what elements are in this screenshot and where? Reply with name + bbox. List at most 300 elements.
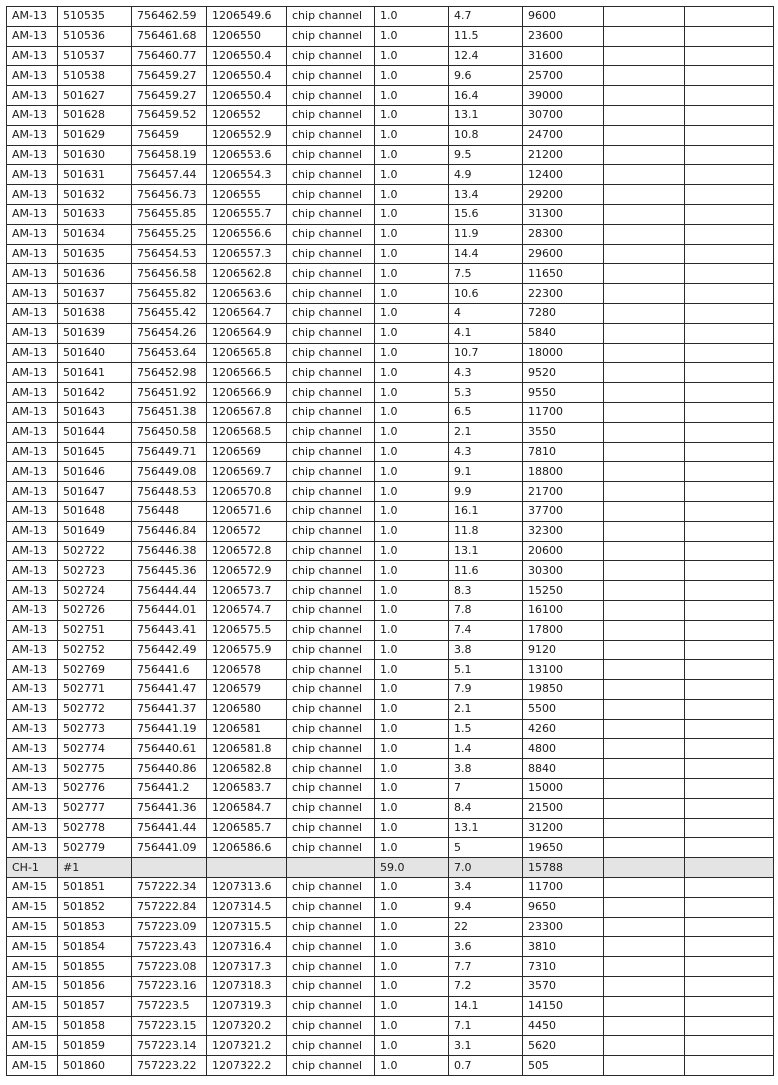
table-row — [7, 977, 774, 997]
table-cell: chip channel — [287, 204, 375, 224]
table-cell: 501641 — [58, 363, 132, 383]
table-cell: 501857 — [58, 996, 132, 1016]
table-cell — [685, 1016, 774, 1036]
table-cell: 757223.22 — [132, 1056, 207, 1076]
table-cell: 12.4 — [449, 46, 523, 66]
table-cell: 756440.86 — [132, 759, 207, 779]
table-cell: 1.0 — [375, 957, 449, 977]
table-row — [7, 7, 774, 27]
table-cell: 502773 — [58, 719, 132, 739]
table-cell: 4.9 — [449, 165, 523, 185]
table-cell: AM-13 — [7, 264, 58, 284]
table-cell: 1.0 — [375, 759, 449, 779]
table-cell: 756459.52 — [132, 105, 207, 125]
table-cell: 756445.36 — [132, 561, 207, 581]
table-cell: AM-13 — [7, 343, 58, 363]
table-cell: 501648 — [58, 501, 132, 521]
table-cell: AM-15 — [7, 977, 58, 997]
table-cell: chip channel — [287, 86, 375, 106]
table-row — [7, 897, 774, 917]
table-cell — [604, 996, 685, 1016]
table-cell — [604, 759, 685, 779]
table-cell: 1.0 — [375, 917, 449, 937]
table-cell: 501630 — [58, 145, 132, 165]
table-cell — [685, 125, 774, 145]
table-cell — [685, 383, 774, 403]
table-cell: AM-15 — [7, 1036, 58, 1056]
table-cell: 1.4 — [449, 739, 523, 759]
table-cell: 21700 — [523, 482, 604, 502]
table-row — [7, 284, 774, 304]
table-cell: AM-13 — [7, 501, 58, 521]
table-cell: 1.0 — [375, 86, 449, 106]
table-cell: 1.0 — [375, 798, 449, 818]
table-cell — [685, 640, 774, 660]
table-cell: 757222.84 — [132, 897, 207, 917]
table-cell: 1206578 — [207, 660, 287, 680]
table-cell: 1206575.5 — [207, 620, 287, 640]
table-cell: 15.6 — [449, 204, 523, 224]
table-cell — [604, 66, 685, 86]
table-row — [7, 581, 774, 601]
table-cell — [685, 165, 774, 185]
table-cell — [604, 838, 685, 858]
table-cell: 502776 — [58, 779, 132, 799]
table-row — [7, 303, 774, 323]
table-cell — [685, 1036, 774, 1056]
table-cell: chip channel — [287, 501, 375, 521]
table-cell: 1206556.6 — [207, 224, 287, 244]
table-cell: 502724 — [58, 581, 132, 601]
table-cell: 2.1 — [449, 422, 523, 442]
table-cell: chip channel — [287, 303, 375, 323]
table-cell: 3.4 — [449, 878, 523, 898]
table-cell — [685, 541, 774, 561]
table-cell: 1206554.3 — [207, 165, 287, 185]
table-cell: 501644 — [58, 422, 132, 442]
table-cell: 4 — [449, 303, 523, 323]
table-cell: 8840 — [523, 759, 604, 779]
table-cell: 1206562.8 — [207, 264, 287, 284]
table-row — [7, 185, 774, 205]
table-cell: 756441.2 — [132, 779, 207, 799]
table-cell: chip channel — [287, 660, 375, 680]
table-row — [7, 105, 774, 125]
table-row — [7, 482, 774, 502]
table-cell: 1206572 — [207, 521, 287, 541]
table-cell: chip channel — [287, 264, 375, 284]
table-cell: 1.0 — [375, 105, 449, 125]
table-cell: 756441.36 — [132, 798, 207, 818]
table-cell: 1206574.7 — [207, 600, 287, 620]
table-cell: 9120 — [523, 640, 604, 660]
table-cell — [207, 858, 287, 878]
table-cell: 1.0 — [375, 897, 449, 917]
table-cell — [604, 46, 685, 66]
table-cell — [685, 442, 774, 462]
table-cell: 756456.58 — [132, 264, 207, 284]
table-cell: chip channel — [287, 224, 375, 244]
table-cell: chip channel — [287, 422, 375, 442]
table-cell: 501631 — [58, 165, 132, 185]
table-cell: chip channel — [287, 600, 375, 620]
table-cell: 756450.58 — [132, 422, 207, 442]
table-cell: AM-13 — [7, 541, 58, 561]
table-cell: AM-13 — [7, 303, 58, 323]
table-cell — [685, 224, 774, 244]
table-cell: 30300 — [523, 561, 604, 581]
table-cell: AM-13 — [7, 422, 58, 442]
table-row — [7, 917, 774, 937]
table-cell: 756455.82 — [132, 284, 207, 304]
table-cell: chip channel — [287, 818, 375, 838]
table-cell: 4450 — [523, 1016, 604, 1036]
table-row — [7, 1056, 774, 1076]
table-cell: 756455.25 — [132, 224, 207, 244]
table-cell: 756443.41 — [132, 620, 207, 640]
table-cell: AM-13 — [7, 680, 58, 700]
table-cell — [685, 343, 774, 363]
table-cell: 756449.71 — [132, 442, 207, 462]
table-cell: AM-13 — [7, 521, 58, 541]
table-row — [7, 501, 774, 521]
table-row — [7, 680, 774, 700]
table-cell: 37700 — [523, 501, 604, 521]
table-cell: 1.0 — [375, 323, 449, 343]
table-cell: 9.9 — [449, 482, 523, 502]
table-cell: 501853 — [58, 917, 132, 937]
table-cell — [604, 680, 685, 700]
table-cell: 1.0 — [375, 264, 449, 284]
table-cell: 31300 — [523, 204, 604, 224]
table-cell — [685, 739, 774, 759]
table-cell: 1206567.8 — [207, 402, 287, 422]
table-cell: 1.0 — [375, 343, 449, 363]
table-cell — [685, 660, 774, 680]
table-cell: 757223.5 — [132, 996, 207, 1016]
table-cell: 3570 — [523, 977, 604, 997]
table-cell: 501851 — [58, 878, 132, 898]
table-cell: 23600 — [523, 26, 604, 46]
table-cell: 25700 — [523, 66, 604, 86]
table-cell: 9520 — [523, 363, 604, 383]
table-cell: 756451.38 — [132, 402, 207, 422]
table-cell: 16.4 — [449, 86, 523, 106]
table-row — [7, 165, 774, 185]
table-cell: 501640 — [58, 343, 132, 363]
table-cell: 1206568.5 — [207, 422, 287, 442]
table-cell: AM-13 — [7, 640, 58, 660]
table-cell — [604, 937, 685, 957]
table-cell: 501629 — [58, 125, 132, 145]
table-cell: 6.5 — [449, 402, 523, 422]
table-cell: 9600 — [523, 7, 604, 27]
table-cell: 13.4 — [449, 185, 523, 205]
table-cell: chip channel — [287, 759, 375, 779]
table-cell: 13.1 — [449, 105, 523, 125]
table-cell: 13.1 — [449, 818, 523, 838]
table-cell — [685, 363, 774, 383]
table-cell — [604, 343, 685, 363]
table-cell: chip channel — [287, 878, 375, 898]
table-cell: chip channel — [287, 323, 375, 343]
table-cell: AM-13 — [7, 482, 58, 502]
table-row — [7, 779, 774, 799]
table-cell: chip channel — [287, 383, 375, 403]
table-cell: 1207322.2 — [207, 1056, 287, 1076]
table-cell: AM-13 — [7, 719, 58, 739]
table-cell — [604, 620, 685, 640]
table-cell: 15000 — [523, 779, 604, 799]
table-cell: AM-13 — [7, 105, 58, 125]
table-cell: 756448 — [132, 501, 207, 521]
table-row — [7, 937, 774, 957]
table-row — [7, 759, 774, 779]
table-cell: 756454.26 — [132, 323, 207, 343]
table-cell: 9.5 — [449, 145, 523, 165]
table-cell: 1206579 — [207, 680, 287, 700]
table-cell: 14150 — [523, 996, 604, 1016]
table-body — [7, 7, 774, 1076]
table-cell: 756459 — [132, 125, 207, 145]
table-cell: 7 — [449, 779, 523, 799]
table-cell: 1206563.6 — [207, 284, 287, 304]
table-cell: 1206582.8 — [207, 759, 287, 779]
table-cell — [604, 779, 685, 799]
table-cell: 11.6 — [449, 561, 523, 581]
table-cell: 1206570.8 — [207, 482, 287, 502]
table-cell: 502726 — [58, 600, 132, 620]
table-cell: 1206550.4 — [207, 86, 287, 106]
table-cell: 7.8 — [449, 600, 523, 620]
table-cell: chip channel — [287, 26, 375, 46]
table-cell — [604, 561, 685, 581]
table-cell — [604, 244, 685, 264]
table-cell: chip channel — [287, 46, 375, 66]
table-cell: 1206571.6 — [207, 501, 287, 521]
table-cell — [685, 818, 774, 838]
table-cell — [604, 303, 685, 323]
table-cell: 1206585.7 — [207, 818, 287, 838]
table-cell: AM-13 — [7, 759, 58, 779]
table-row — [7, 383, 774, 403]
table-cell — [685, 323, 774, 343]
table-cell: chip channel — [287, 125, 375, 145]
table-cell — [604, 125, 685, 145]
table-cell: 1.0 — [375, 303, 449, 323]
table-cell: 757223.16 — [132, 977, 207, 997]
table-cell: 1206566.5 — [207, 363, 287, 383]
table-cell: 757223.08 — [132, 957, 207, 977]
table-cell: chip channel — [287, 897, 375, 917]
table-cell — [604, 482, 685, 502]
table-cell: 756448.53 — [132, 482, 207, 502]
table-cell — [685, 7, 774, 27]
table-cell: AM-15 — [7, 897, 58, 917]
table-cell: 756440.61 — [132, 739, 207, 759]
table-cell: 1207314.5 — [207, 897, 287, 917]
table-cell: 501632 — [58, 185, 132, 205]
table-cell: 21200 — [523, 145, 604, 165]
table-cell: 1206581.8 — [207, 739, 287, 759]
table-cell: 1.0 — [375, 402, 449, 422]
table-cell: 1.0 — [375, 363, 449, 383]
table-row — [7, 462, 774, 482]
table-cell: chip channel — [287, 244, 375, 264]
table-cell: chip channel — [287, 145, 375, 165]
table-cell: 1206564.7 — [207, 303, 287, 323]
table-row — [7, 125, 774, 145]
table-cell: 19650 — [523, 838, 604, 858]
table-cell: 1206586.6 — [207, 838, 287, 858]
table-cell: chip channel — [287, 719, 375, 739]
table-cell: 501645 — [58, 442, 132, 462]
table-cell: AM-13 — [7, 46, 58, 66]
table-cell: 30700 — [523, 105, 604, 125]
summary-row — [7, 858, 774, 878]
table-cell — [287, 858, 375, 878]
table-cell: chip channel — [287, 1036, 375, 1056]
table-cell: 1.0 — [375, 26, 449, 46]
table-cell — [604, 7, 685, 27]
table-cell: 502769 — [58, 660, 132, 680]
table-cell: chip channel — [287, 581, 375, 601]
table-row — [7, 422, 774, 442]
table-cell: 501634 — [58, 224, 132, 244]
table-cell — [604, 818, 685, 838]
table-cell: 1.0 — [375, 66, 449, 86]
table-cell: AM-13 — [7, 462, 58, 482]
table-cell: 3.8 — [449, 759, 523, 779]
table-cell — [685, 402, 774, 422]
table-cell: AM-15 — [7, 957, 58, 977]
table-cell: 1206572.8 — [207, 541, 287, 561]
table-cell: 756453.64 — [132, 343, 207, 363]
table-cell: 14.4 — [449, 244, 523, 264]
table-cell: AM-13 — [7, 838, 58, 858]
table-cell — [604, 957, 685, 977]
table-cell: 1206584.7 — [207, 798, 287, 818]
table-row — [7, 66, 774, 86]
table-cell: 1207313.6 — [207, 878, 287, 898]
table-cell: 756441.6 — [132, 660, 207, 680]
table-cell: 2.1 — [449, 699, 523, 719]
table-cell: 1.0 — [375, 977, 449, 997]
table-cell: 8.4 — [449, 798, 523, 818]
table-cell: 4.3 — [449, 442, 523, 462]
table-cell: AM-15 — [7, 937, 58, 957]
table-row — [7, 204, 774, 224]
table-cell — [604, 264, 685, 284]
table-cell — [685, 719, 774, 739]
table-row — [7, 798, 774, 818]
table-cell — [685, 996, 774, 1016]
table-cell: 502752 — [58, 640, 132, 660]
table-cell: 29600 — [523, 244, 604, 264]
table-cell: 510538 — [58, 66, 132, 86]
table-cell: 756441.09 — [132, 838, 207, 858]
table-cell: 5620 — [523, 1036, 604, 1056]
table-cell — [685, 185, 774, 205]
table-cell: AM-13 — [7, 798, 58, 818]
table-cell — [604, 26, 685, 46]
table-cell: 31200 — [523, 818, 604, 838]
table-cell: 1206555.7 — [207, 204, 287, 224]
table-cell: AM-13 — [7, 323, 58, 343]
table-cell: 1.0 — [375, 699, 449, 719]
table-cell: 501633 — [58, 204, 132, 224]
table-cell: 11650 — [523, 264, 604, 284]
table-cell: 1206552 — [207, 105, 287, 125]
table-cell: 1.0 — [375, 1056, 449, 1076]
table-cell: AM-13 — [7, 224, 58, 244]
table-cell: 1206557.3 — [207, 244, 287, 264]
table-row — [7, 660, 774, 680]
table-cell: 1206583.7 — [207, 779, 287, 799]
table-cell: chip channel — [287, 640, 375, 660]
table-cell: 756458.19 — [132, 145, 207, 165]
table-cell: 0.7 — [449, 1056, 523, 1076]
table-cell: chip channel — [287, 442, 375, 462]
table-cell: 10.7 — [449, 343, 523, 363]
table-cell: 1.0 — [375, 284, 449, 304]
table-cell: 1206573.7 — [207, 581, 287, 601]
table-cell: 1206550.4 — [207, 66, 287, 86]
table-cell: 1206552.9 — [207, 125, 287, 145]
table-cell: 510536 — [58, 26, 132, 46]
table-cell — [604, 719, 685, 739]
table-cell: 7.4 — [449, 620, 523, 640]
table-cell — [685, 462, 774, 482]
table-cell — [604, 1036, 685, 1056]
table-cell: 1206565.8 — [207, 343, 287, 363]
table-cell: 756460.77 — [132, 46, 207, 66]
table-cell: AM-13 — [7, 363, 58, 383]
table-cell: CH-1 — [7, 858, 58, 878]
table-cell: chip channel — [287, 402, 375, 422]
table-cell — [685, 66, 774, 86]
table-cell: 1.0 — [375, 244, 449, 264]
table-cell — [685, 680, 774, 700]
table-cell: 7810 — [523, 442, 604, 462]
table-cell: 501627 — [58, 86, 132, 106]
table-cell: 14.1 — [449, 996, 523, 1016]
table-cell: 1207318.3 — [207, 977, 287, 997]
table-cell — [685, 105, 774, 125]
table-cell: 756441.37 — [132, 699, 207, 719]
table-cell — [604, 798, 685, 818]
table-cell: 756441.19 — [132, 719, 207, 739]
table-cell: chip channel — [287, 284, 375, 304]
table-cell: 501639 — [58, 323, 132, 343]
table-row — [7, 838, 774, 858]
table-cell: 1.0 — [375, 996, 449, 1016]
table-cell: 502771 — [58, 680, 132, 700]
table-cell: 756455.85 — [132, 204, 207, 224]
table-cell: 756441.47 — [132, 680, 207, 700]
table-row — [7, 442, 774, 462]
table-cell: chip channel — [287, 739, 375, 759]
table-cell: 757223.14 — [132, 1036, 207, 1056]
table-cell: 9.4 — [449, 897, 523, 917]
table-cell — [604, 660, 685, 680]
table-cell: 9.1 — [449, 462, 523, 482]
table-cell: chip channel — [287, 521, 375, 541]
table-cell: 4.1 — [449, 323, 523, 343]
table-cell — [685, 303, 774, 323]
table-cell: chip channel — [287, 1016, 375, 1036]
table-cell — [685, 244, 774, 264]
